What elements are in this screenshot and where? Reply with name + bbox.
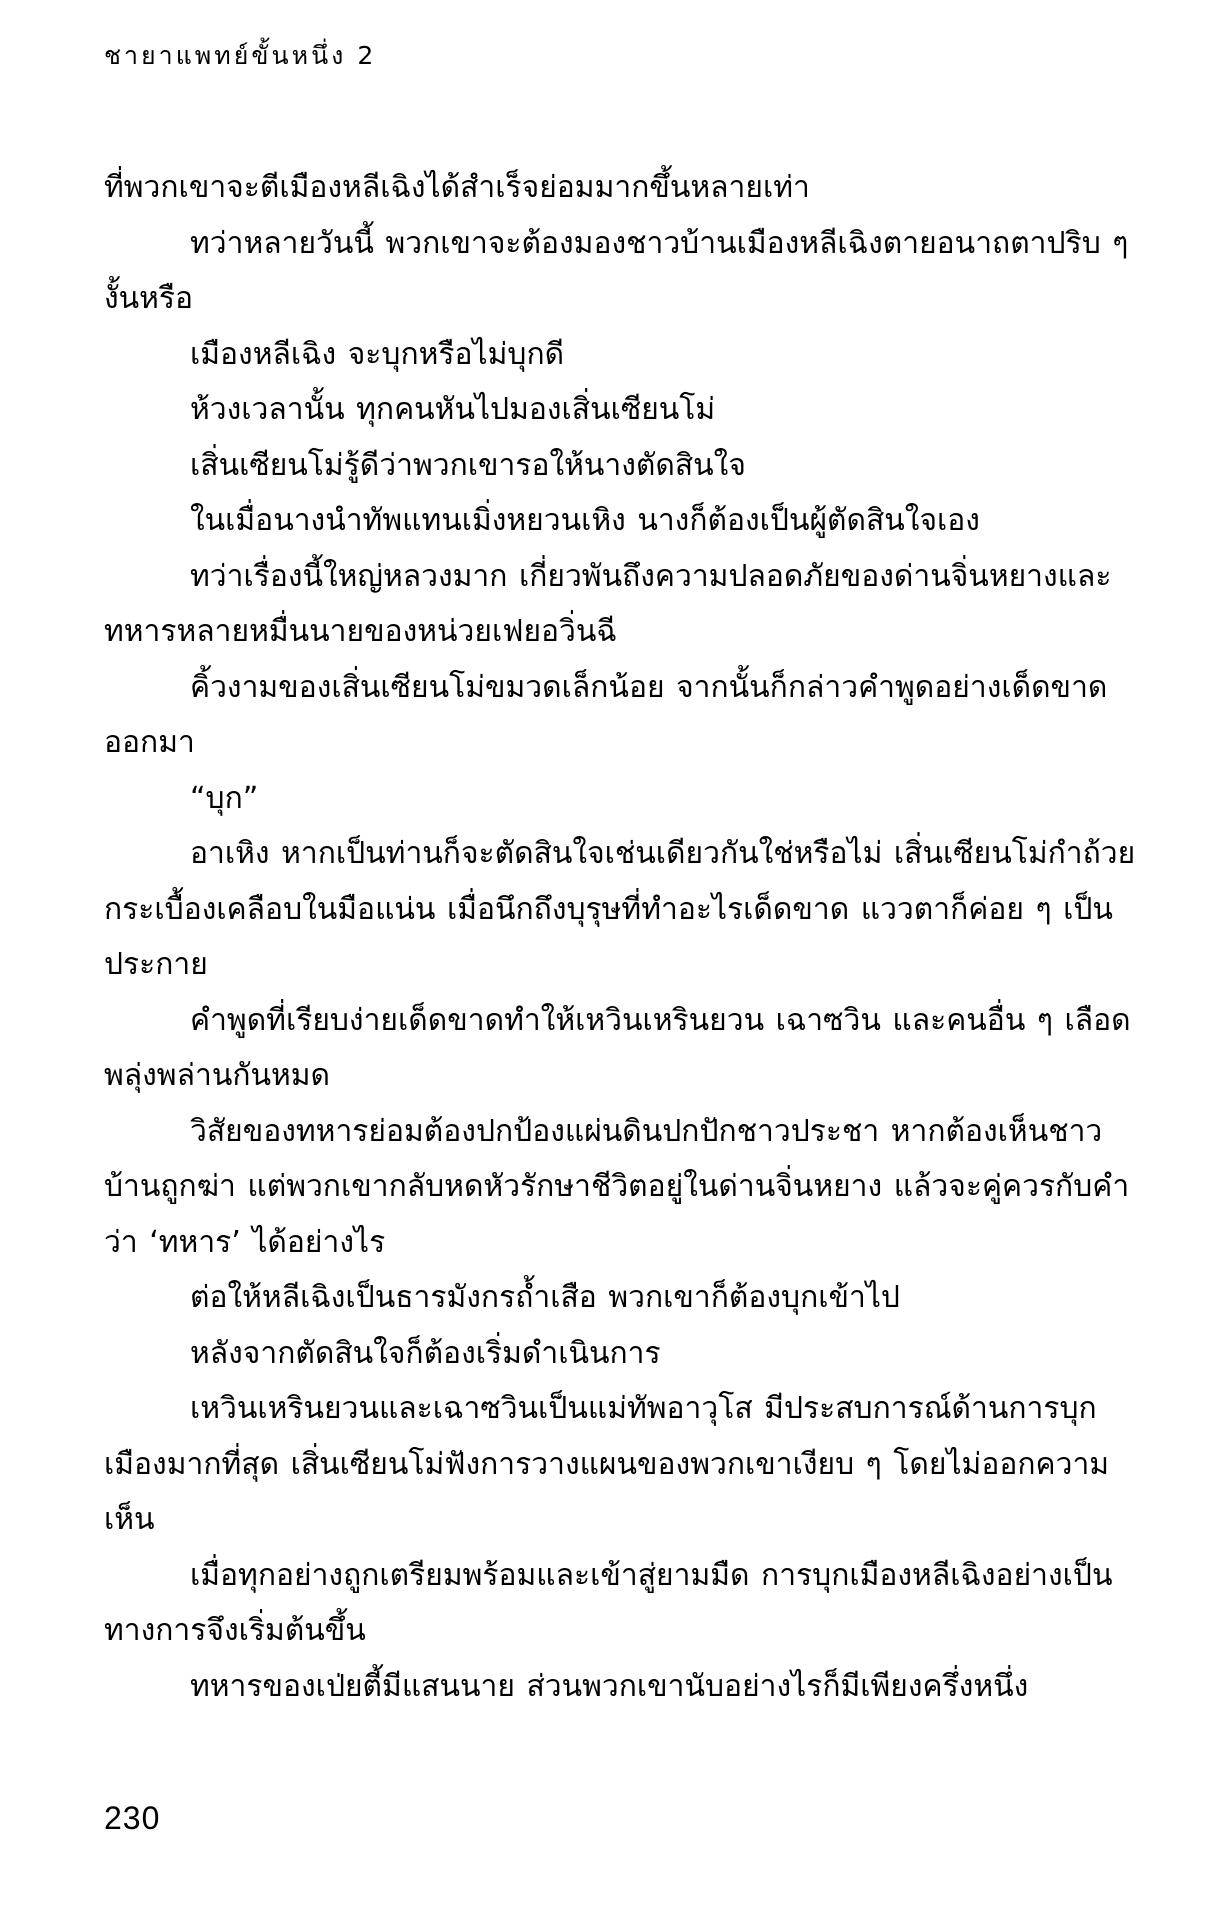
paragraph: หลังจากตัดสินใจก็ต้องเริ่มดำเนินการ bbox=[190, 1335, 661, 1371]
body-text bbox=[104, 160, 1144, 1714]
paragraph: อาเหิง หากเป็นท่านก็จะตัดสินใจเช่นเดียวกันใช่หรือไม่ เสิ่นเซียนโม่กำถ้วยกระเบื้องเคลือบในมือแน่น เมื่อนึกถึงบุรุษที่ทำอะไรเด็ดขาด แววตาก็ค่อย ๆ เป็นประกาย bbox=[104, 836, 1136, 982]
running-head: ชายาแพทย์ขั้นหนึ่ง 2 bbox=[104, 41, 377, 70]
paragraph: ทว่าเรื่องนี้ใหญ่หลวงมาก เกี่ยวพันถึงความปลอดภัยของด่านจิ่นหยางและทหารหลายหมื่นนายของหน่วยเฟยอวิ่นฉี bbox=[104, 558, 1112, 649]
paragraph: เมืองหลีเฉิง จะบุกหรือไม่บุกดี bbox=[190, 336, 565, 372]
page-number: 230 bbox=[104, 1800, 161, 1836]
paragraph: ในเมื่อนางนำทัพแทนเมิ่งหยวนเหิง นางก็ต้องเป็นผู้ตัดสินใจเอง bbox=[190, 503, 980, 538]
paragraph: เมื่อทุกอย่างถูกเตรียมพร้อมและเข้าสู่ยามมืด การบุกเมืองหลีเฉิงอย่างเป็นทางการจึงเริ่มต้นขึ้น bbox=[104, 1557, 1113, 1648]
paragraph: ทว่าหลายวันนี้ พวกเขาจะต้องมองชาวบ้านเมืองหลีเฉิงตายอนาถตาปริบ ๆ งั้นหรือ bbox=[104, 225, 1129, 316]
paragraph: คำพูดที่เรียบง่ายเด็ดขาดทำให้เหวินเหรินยวน เฉาซวิน และคนอื่น ๆ เลือดพลุ่งพล่านกันหมด bbox=[104, 1002, 1131, 1093]
paragraph: คิ้วงามของเสิ่นเซียนโม่ขมวดเล็กน้อย จากนั้นก็กล่าวคำพูดอย่างเด็ดขาดออกมา bbox=[104, 669, 1108, 760]
paragraph: ต่อให้หลีเฉิงเป็นธารมังกรถ้ำเสือ พวกเขาก็ต้องบุกเข้าไป bbox=[190, 1280, 900, 1315]
paragraph: ที่พวกเขาจะตีเมืองหลีเฉิงได้สำเร็จย่อมมากขึ้นหลายเท่า bbox=[104, 170, 810, 205]
paragraph: ทหารของเป่ยตี้มีแสนนาย ส่วนพวกเขานับอย่างไรก็มีเพียงครึ่งหนึ่ง bbox=[190, 1668, 1029, 1704]
paragraph: เสิ่นเซียนโม่รู้ดีว่าพวกเขารอให้นางตัดสินใจ bbox=[190, 447, 746, 483]
paragraph: ห้วงเวลานั้น ทุกคนหันไปมองเสิ่นเซียนโม่ bbox=[190, 392, 716, 427]
paragraph: “บุก” bbox=[190, 780, 259, 816]
paragraph: วิสัยของทหารย่อมต้องปกป้องแผ่นดินปกปักชาวประชา หากต้องเห็นชาวบ้านถูกฆ่า แต่พวกเขากลับหดหัวรักษาชีวิตอยู่ในด่านจิ่นหยาง แล้วจะคู่ควรกับคำว่า ‘ทหาร’ ได้อย่างไร bbox=[104, 1113, 1130, 1260]
paragraph: เหวินเหรินยวนและเฉาซวินเป็นแม่ทัพอาวุโส มีประสบการณ์ด้านการบุกเมืองมากที่สุด เสิ่นเซียนโม่ฟังการวางแผนของพวกเขาเงียบ ๆ โดยไม่ออกความเห็น bbox=[104, 1391, 1110, 1537]
